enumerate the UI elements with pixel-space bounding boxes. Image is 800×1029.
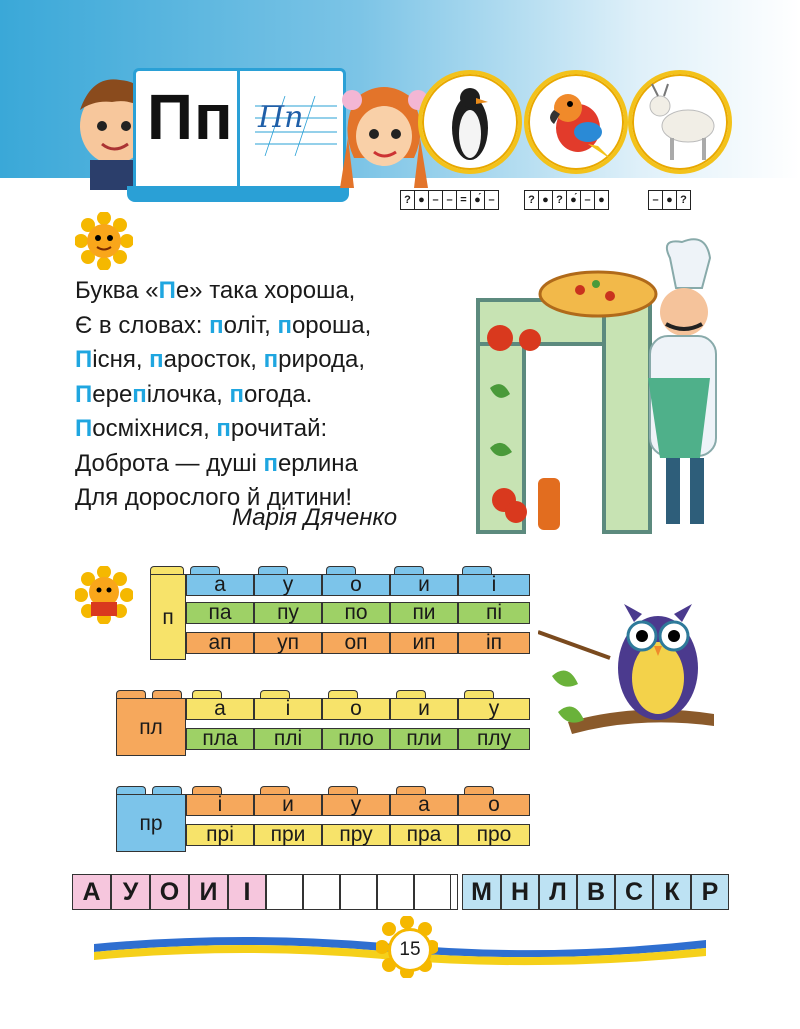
syllable-cell: пу xyxy=(254,602,322,624)
penguin-picture xyxy=(418,70,522,174)
vowel-cell: о xyxy=(322,574,390,596)
scheme-cell: ● xyxy=(663,191,677,209)
syllable-cell: пи xyxy=(390,602,458,624)
scheme-cell: – xyxy=(443,191,457,209)
scheme-cell: ? xyxy=(680,194,687,206)
scheme-cell: – xyxy=(649,191,663,209)
sunflower-book-icon xyxy=(75,566,133,624)
consonant-head: пр xyxy=(116,794,186,852)
poem-author: Марія Дяченко xyxy=(232,504,398,531)
vowel-cell: і xyxy=(254,698,322,720)
syllable-cell: по xyxy=(322,602,390,624)
penguin-icon xyxy=(422,74,518,170)
syllable-cell: ап xyxy=(186,632,254,654)
syllable-cell: прі xyxy=(186,824,254,846)
syllable-cell: плі xyxy=(254,728,322,750)
empty-letter-cell xyxy=(414,874,451,910)
printed-letter: Пп xyxy=(147,81,234,153)
syllable-cell: пру xyxy=(322,824,390,846)
vowel-letter: А xyxy=(72,874,111,910)
scheme-cell: ● xyxy=(415,191,429,209)
sound-scheme-penguin xyxy=(400,190,499,210)
page-number: 15 xyxy=(388,928,432,972)
scheme-cell: – xyxy=(429,191,443,209)
consonant-head: п xyxy=(150,574,186,660)
poem-line: Буква «Пе» така хороша, xyxy=(75,277,356,304)
syllable-table-pl xyxy=(116,690,530,760)
vowel-cell: и xyxy=(390,574,458,596)
owl-illustration xyxy=(538,592,724,762)
consonant-letter: Н xyxy=(501,874,539,910)
syllable-cell: пло xyxy=(322,728,390,750)
syllable-cell: пла xyxy=(186,728,254,750)
empty-letter-cell xyxy=(303,874,340,910)
syllable-cell: уп xyxy=(254,632,322,654)
goat-picture xyxy=(628,70,732,174)
scheme-cell: – xyxy=(581,191,595,209)
consonant-letter: М xyxy=(462,874,501,910)
empty-letter-cell xyxy=(266,874,303,910)
scheme-cell: ●́ xyxy=(471,191,485,209)
sound-scheme-goat xyxy=(648,190,691,210)
poem-line: Є в словах: політ, пороша, xyxy=(75,311,372,339)
girl-illustration xyxy=(338,78,430,190)
consonant-letter: В xyxy=(577,874,615,910)
poem-line: Для дорослого й дитини! xyxy=(75,484,353,511)
syllable-cell: плу xyxy=(458,728,530,750)
consonant-letter: Р xyxy=(691,874,729,910)
syllable-table-pr xyxy=(116,786,530,856)
poem-line: Пісня, паросток, природа, xyxy=(75,346,366,373)
script-letter: Пп xyxy=(258,100,304,135)
vowel-cell: о xyxy=(322,698,390,720)
goat-icon xyxy=(632,74,728,170)
poem-line: Посміхнися, прочитай: xyxy=(75,415,328,442)
vowel-letter: И xyxy=(189,874,228,910)
vowel-cell: і xyxy=(186,794,254,816)
vowel-cell: а xyxy=(390,794,458,816)
vowel-cell: о xyxy=(458,794,530,816)
sunflower-reader-icon xyxy=(75,212,133,270)
vowel-cell: у xyxy=(254,574,322,596)
consonant-letter: Л xyxy=(539,874,577,910)
scheme-cell: ? xyxy=(401,191,415,209)
vowel-cell: і xyxy=(458,574,530,596)
vowel-cell: и xyxy=(254,794,322,816)
scheme-cell: ● xyxy=(539,191,553,209)
consonant-letter: С xyxy=(615,874,653,910)
vowel-letter: О xyxy=(150,874,189,910)
parrot-icon xyxy=(528,74,624,170)
empty-letter-cell xyxy=(451,874,458,910)
scheme-cell: ? xyxy=(553,191,567,209)
scheme-cell: ? xyxy=(525,191,539,209)
consonant-head: пл xyxy=(116,698,186,756)
consonant-letter: К xyxy=(653,874,691,910)
vowel-cell: и xyxy=(390,698,458,720)
syllable-cell: пі xyxy=(458,602,530,624)
syllable-cell: пли xyxy=(390,728,458,750)
parrot-picture xyxy=(524,70,628,174)
poem xyxy=(75,274,371,516)
vowel-letter: У xyxy=(111,874,150,910)
sound-scheme-parrot xyxy=(524,190,609,210)
vowel-letter: І xyxy=(228,874,266,910)
scheme-cell: ● xyxy=(598,194,605,206)
syllable-cell: при xyxy=(254,824,322,846)
scheme-cell: = xyxy=(457,191,471,209)
empty-letter-cell xyxy=(377,874,414,910)
empty-letter-cell xyxy=(340,874,377,910)
syllable-cell: ип xyxy=(390,632,458,654)
poem-line: Доброта — душі перлина xyxy=(75,449,358,477)
vowel-cell: а xyxy=(186,698,254,720)
scheme-cell: ●́ xyxy=(567,191,581,209)
syllable-cell: пра xyxy=(390,824,458,846)
letter-p-chef-illustration xyxy=(470,238,730,538)
syllable-cell: па xyxy=(186,602,254,624)
syllable-cell: про xyxy=(458,824,530,846)
vowel-cell: у xyxy=(322,794,390,816)
syllable-cell: іп xyxy=(458,632,530,654)
scheme-cell: – xyxy=(488,194,495,206)
vowel-cell: а xyxy=(186,574,254,596)
poem-line: Перепілочка, погода. xyxy=(75,380,313,408)
syllable-cell: оп xyxy=(322,632,390,654)
vowel-cell: у xyxy=(458,698,530,720)
syllable-table-p xyxy=(150,562,530,662)
